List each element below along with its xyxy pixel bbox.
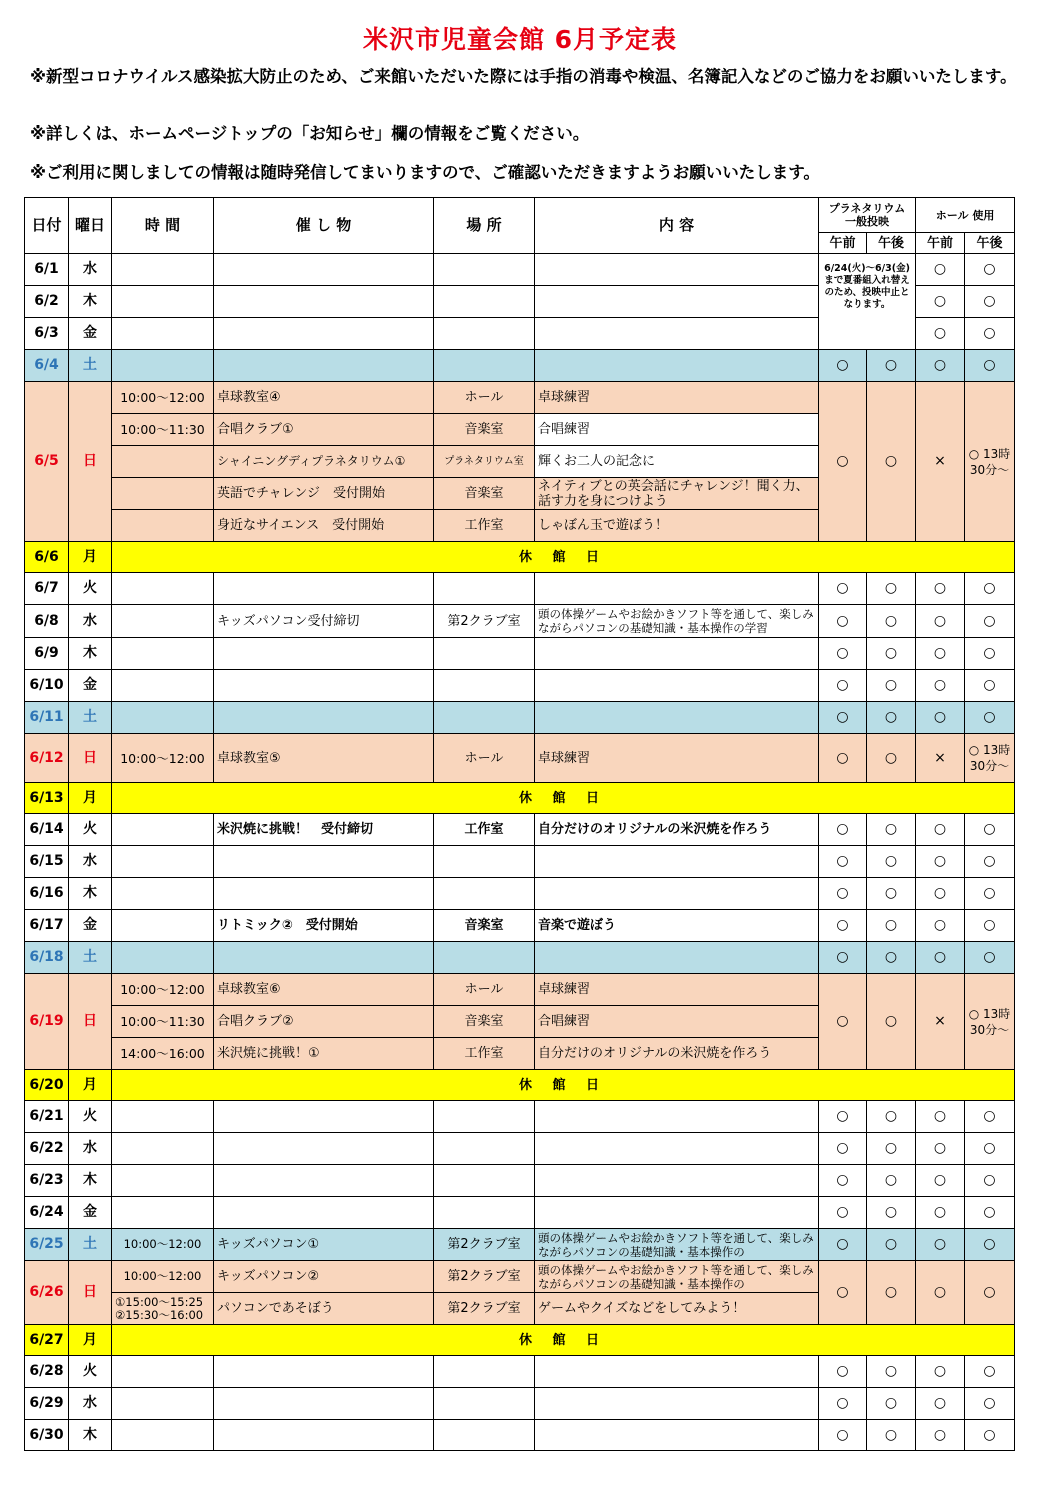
planetarium-am-mark: ○ [819, 670, 867, 702]
hall-am-mark: × [916, 734, 965, 783]
planetarium-am-mark: ○ [819, 382, 867, 542]
event-name: キッズパソコン② [214, 1261, 434, 1293]
row-day: 日 [69, 382, 112, 542]
planetarium-am-mark: ○ [819, 638, 867, 670]
row-day: 水 [69, 1133, 112, 1165]
planetarium-pm-mark: ○ [867, 350, 916, 382]
event-place: 音楽室 [434, 414, 535, 446]
row-date: 6/8 [25, 605, 69, 638]
row-date: 6/13 [25, 783, 69, 814]
event-place: 音楽室 [434, 478, 535, 510]
row-day: 金 [69, 1197, 112, 1229]
table-row [25, 1197, 1015, 1229]
event-time [112, 478, 214, 510]
hall-pm-mark: ○ 13時30分～ [965, 974, 1015, 1070]
table-row [25, 1261, 1015, 1293]
planetarium-am-mark: ○ [819, 1101, 867, 1133]
event-place: プラネタリウム室 [434, 446, 535, 478]
planetarium-pm-mark: ○ [867, 573, 916, 605]
planetarium-am-mark: ○ [819, 878, 867, 910]
table-row [25, 573, 1015, 605]
hall-am-mark: ○ [916, 1261, 965, 1325]
hall-am-mark: ○ [916, 1356, 965, 1388]
planetarium-pm-mark: ○ [867, 382, 916, 542]
row-date: 6/4 [25, 350, 69, 382]
table-row [25, 605, 1015, 638]
event-place: ホール [434, 974, 535, 1006]
planetarium-am-mark: ○ [819, 1356, 867, 1388]
hall-pm-mark: ○ [965, 702, 1015, 734]
hall-am-mark: × [916, 974, 965, 1070]
hall-pm-mark: ○ [965, 1356, 1015, 1388]
row-date: 6/15 [25, 846, 69, 878]
event-place: ホール [434, 734, 535, 783]
row-date: 6/11 [25, 702, 69, 734]
row-date: 6/14 [25, 814, 69, 846]
row-date: 6/2 [25, 286, 69, 318]
hall-pm-mark: ○ [965, 846, 1015, 878]
event-name: 卓球教室⑤ [214, 734, 434, 783]
event-place: 第2クラブ室 [434, 605, 535, 638]
event-place: 第2クラブ室 [434, 1229, 535, 1261]
planetarium-am-mark: ○ [819, 573, 867, 605]
event-content: ゲームやクイズなどをしてみよう！ [535, 1293, 819, 1325]
hall-am-mark: ○ [916, 1101, 965, 1133]
row-day: 日 [69, 974, 112, 1070]
planetarium-pm-mark: ○ [867, 1229, 916, 1261]
row-date: 6/29 [25, 1388, 69, 1420]
row-day: 金 [69, 670, 112, 702]
row-day: 月 [69, 542, 112, 573]
planetarium-am-mark: ○ [819, 1133, 867, 1165]
row-day: 金 [69, 318, 112, 350]
page-title: 米沢市児童会館 6月予定表 [362, 25, 678, 54]
closed-day-label: 休 館 日 [112, 1325, 1015, 1356]
hall-am-mark: ○ [916, 878, 965, 910]
header-planetarium-am: 午前 [819, 233, 867, 254]
header-place: 場 所 [434, 198, 535, 254]
planetarium-pm-mark: ○ [867, 670, 916, 702]
event-time [112, 446, 214, 478]
event-name: 合唱クラブ② [214, 1006, 434, 1038]
hall-am-mark: ○ [916, 318, 965, 350]
event-content: しゃぼん玉で遊ぼう！ [535, 510, 819, 542]
table-row [25, 702, 1015, 734]
notice-covid: ※新型コロナウイルス感染拡大防止のため、ご来館いただいた際には手指の消毒や検温、名簿記入などのご協力をお願いいたします。 [30, 67, 1017, 86]
row-day: 木 [69, 878, 112, 910]
planetarium-pm-mark: ○ [867, 702, 916, 734]
event-name: 米沢焼に挑戦！ 受付締切 [214, 814, 434, 846]
planetarium-suspension-note: 6/24(火)～6/3(金)まで夏番組入れ替えのため、投映中止となります。 [819, 254, 916, 350]
planetarium-pm-mark: ○ [867, 1356, 916, 1388]
row-date: 6/9 [25, 638, 69, 670]
event-content: 卓球練習 [535, 974, 819, 1006]
event-time: 10:00～12:00 [112, 1261, 214, 1293]
hall-pm-mark: ○ [965, 910, 1015, 942]
row-day: 土 [69, 702, 112, 734]
row-day: 金 [69, 910, 112, 942]
planetarium-pm-mark: ○ [867, 734, 916, 783]
row-day: 土 [69, 350, 112, 382]
planetarium-pm-mark: ○ [867, 942, 916, 974]
row-day: 日 [69, 1261, 112, 1325]
planetarium-pm-mark: ○ [867, 1420, 916, 1451]
event-time-slot-2: ②15:30～16:00 [115, 1307, 204, 1322]
event-content: 自分だけのオリジナルの米沢焼を作ろう [535, 1038, 819, 1070]
row-date: 6/30 [25, 1420, 69, 1451]
event-content: 頭の体操ゲームやお絵かきソフト等を通して、楽しみながらパソコンの基礎知識・基本操作の [535, 1229, 819, 1261]
hall-pm-mark: ○ [965, 1388, 1015, 1420]
row-day: 火 [69, 573, 112, 605]
hall-pm-mark: ○ [965, 286, 1015, 318]
table-row [25, 910, 1015, 942]
event-place: ホール [434, 382, 535, 414]
closed-day-label: 休 館 日 [112, 783, 1015, 814]
event-time [112, 1293, 214, 1325]
row-date: 6/6 [25, 542, 69, 573]
hall-pm-mark: ○ [965, 573, 1015, 605]
hall-am-mark: ○ [916, 638, 965, 670]
row-date: 6/18 [25, 942, 69, 974]
row-date: 6/5 [25, 382, 69, 542]
hall-am-mark: ○ [916, 1229, 965, 1261]
closed-day-label: 休 館 日 [112, 1070, 1015, 1101]
table-row [25, 1356, 1015, 1388]
planetarium-am-mark: ○ [819, 734, 867, 783]
planetarium-pm-mark: ○ [867, 1197, 916, 1229]
hall-pm-mark: ○ [965, 254, 1015, 286]
hall-pm-mark: ○ [965, 605, 1015, 638]
table-row [25, 734, 1015, 783]
header-date: 日付 [25, 198, 69, 254]
hall-am-mark: ○ [916, 1388, 965, 1420]
planetarium-am-mark: ○ [819, 350, 867, 382]
hall-am-mark: ○ [916, 1420, 965, 1451]
row-date: 6/22 [25, 1133, 69, 1165]
event-name: リトミック② 受付開始 [214, 910, 434, 942]
planetarium-am-mark: ○ [819, 605, 867, 638]
row-date: 6/23 [25, 1165, 69, 1197]
header-planetarium: プラネタリウム 一般投映 [819, 198, 916, 233]
row-date: 6/16 [25, 878, 69, 910]
schedule-table [24, 197, 1015, 1451]
row-day: 水 [69, 846, 112, 878]
table-row [25, 974, 1015, 1006]
row-day: 火 [69, 1356, 112, 1388]
hall-pm-mark: ○ [965, 878, 1015, 910]
table-row-closed [25, 1070, 1015, 1101]
table-row-closed [25, 783, 1015, 814]
event-place: 工作室 [434, 814, 535, 846]
event-name: 卓球教室④ [214, 382, 434, 414]
event-name: パソコンであそぼう [214, 1293, 434, 1325]
event-name: 米沢焼に挑戦！① [214, 1038, 434, 1070]
hall-am-mark: ○ [916, 670, 965, 702]
hall-pm-mark: ○ [965, 942, 1015, 974]
hall-am-mark: ○ [916, 1165, 965, 1197]
event-name: 合唱クラブ① [214, 414, 434, 446]
row-date: 6/3 [25, 318, 69, 350]
hall-am-mark: ○ [916, 254, 965, 286]
row-date: 6/26 [25, 1261, 69, 1325]
row-day: 水 [69, 605, 112, 638]
hall-am-mark: ○ [916, 286, 965, 318]
hall-am-mark: ○ [916, 910, 965, 942]
row-date: 6/25 [25, 1229, 69, 1261]
table-row [25, 1101, 1015, 1133]
header-time: 時 間 [112, 198, 214, 254]
planetarium-am-mark: ○ [819, 910, 867, 942]
row-date: 6/19 [25, 974, 69, 1070]
event-time-slot-1: ①15:00～15:25 [115, 1294, 204, 1309]
event-content: 卓球練習 [535, 734, 819, 783]
event-content: 合唱練習 [535, 414, 819, 446]
hall-pm-mark: ○ [965, 1229, 1015, 1261]
row-date: 6/7 [25, 573, 69, 605]
planetarium-pm-mark: ○ [867, 1101, 916, 1133]
planetarium-pm-mark: ○ [867, 974, 916, 1070]
event-name: 身近なサイエンス 受付開始 [214, 510, 434, 542]
table-row [25, 254, 1015, 286]
row-day: 月 [69, 1070, 112, 1101]
hall-pm-mark: ○ [965, 350, 1015, 382]
notice-updates: ※ご利用に関しましての情報は随時発信してまいりますので、ご確認いただきますようお願いいたします。 [30, 163, 820, 182]
planetarium-am-mark: ○ [819, 1229, 867, 1261]
table-row [25, 1229, 1015, 1261]
planetarium-pm-mark: ○ [867, 1388, 916, 1420]
hall-am-mark: ○ [916, 350, 965, 382]
event-time: 10:00～11:30 [112, 414, 214, 446]
hall-pm-mark: ○ 13時30分～ [965, 382, 1015, 542]
planetarium-pm-mark: ○ [867, 638, 916, 670]
event-time: 10:00～12:00 [112, 1229, 214, 1261]
planetarium-pm-mark: ○ [867, 1165, 916, 1197]
planetarium-am-mark: ○ [819, 1420, 867, 1451]
hall-pm-mark: ○ [965, 1197, 1015, 1229]
row-day: 日 [69, 734, 112, 783]
row-day: 火 [69, 1101, 112, 1133]
hall-am-mark: ○ [916, 573, 965, 605]
row-date: 6/12 [25, 734, 69, 783]
hall-am-mark: ○ [916, 1133, 965, 1165]
row-day: 水 [69, 1388, 112, 1420]
event-content: 頭の体操ゲームやお絵かきソフト等を通して、楽しみながらパソコンの基礎知識・基本操作の学習 [535, 605, 819, 638]
hall-pm-mark: ○ [965, 1133, 1015, 1165]
event-name: キッズパソコン受付締切 [214, 605, 434, 638]
event-time: 10:00～12:00 [112, 382, 214, 414]
event-place: 第2クラブ室 [434, 1261, 535, 1293]
table-row [25, 878, 1015, 910]
row-date: 6/10 [25, 670, 69, 702]
hall-pm-mark: ○ [965, 318, 1015, 350]
table-row [25, 1420, 1015, 1451]
table-row [25, 846, 1015, 878]
event-place: 工作室 [434, 510, 535, 542]
row-day: 木 [69, 1165, 112, 1197]
hall-pm-mark: ○ [965, 1420, 1015, 1451]
planetarium-am-mark: ○ [819, 1197, 867, 1229]
event-content: 頭の体操ゲームやお絵かきソフト等を通して、楽しみながらパソコンの基礎知識・基本操作の [535, 1261, 819, 1293]
event-content: 輝くお二人の記念に [535, 446, 819, 478]
event-content: 合唱練習 [535, 1006, 819, 1038]
planetarium-am-mark: ○ [819, 846, 867, 878]
header-day: 曜日 [69, 198, 112, 254]
header-hall: ホール 使用 [916, 198, 1015, 233]
planetarium-pm-mark: ○ [867, 605, 916, 638]
planetarium-am-mark: ○ [819, 1388, 867, 1420]
table-row [25, 1133, 1015, 1165]
row-day: 木 [69, 286, 112, 318]
planetarium-am-mark: ○ [819, 814, 867, 846]
hall-am-mark: ○ [916, 942, 965, 974]
closed-day-label: 休 館 日 [112, 542, 1015, 573]
event-name: 卓球教室⑥ [214, 974, 434, 1006]
planetarium-pm-mark: ○ [867, 878, 916, 910]
row-date: 6/24 [25, 1197, 69, 1229]
planetarium-pm-mark: ○ [867, 846, 916, 878]
row-day: 土 [69, 1229, 112, 1261]
planetarium-pm-mark: ○ [867, 814, 916, 846]
row-date: 6/27 [25, 1325, 69, 1356]
row-date: 6/28 [25, 1356, 69, 1388]
planetarium-pm-mark: ○ [867, 1261, 916, 1325]
event-name: キッズパソコン① [214, 1229, 434, 1261]
table-row [25, 942, 1015, 974]
table-row [25, 1388, 1015, 1420]
row-date: 6/17 [25, 910, 69, 942]
hall-pm-mark: ○ [965, 1101, 1015, 1133]
hall-pm-mark: ○ [965, 1165, 1015, 1197]
event-time: 10:00～12:00 [112, 734, 214, 783]
hall-am-mark: ○ [916, 605, 965, 638]
planetarium-am-mark: ○ [819, 1165, 867, 1197]
table-row-closed [25, 542, 1015, 573]
hall-am-mark: ○ [916, 702, 965, 734]
header-hall-pm: 午後 [965, 233, 1015, 254]
hall-pm-mark: ○ [965, 814, 1015, 846]
event-content: 自分だけのオリジナルの米沢焼を作ろう [535, 814, 819, 846]
row-day: 水 [69, 254, 112, 286]
event-place: 第2クラブ室 [434, 1293, 535, 1325]
planetarium-am-mark: ○ [819, 974, 867, 1070]
event-content: 卓球練習 [535, 382, 819, 414]
event-place: 工作室 [434, 1038, 535, 1070]
planetarium-am-mark: ○ [819, 702, 867, 734]
header-event: 催 し 物 [214, 198, 434, 254]
row-day: 月 [69, 1325, 112, 1356]
table-row-closed [25, 1325, 1015, 1356]
header-planetarium-pm: 午後 [867, 233, 916, 254]
row-day: 月 [69, 783, 112, 814]
hall-pm-mark: ○ [965, 638, 1015, 670]
table-row [25, 382, 1015, 414]
row-day: 木 [69, 638, 112, 670]
notice-homepage: ※詳しくは、ホームページトップの「お知らせ」欄の情報をご覧ください。 [30, 124, 590, 143]
table-row [25, 638, 1015, 670]
table-row [25, 814, 1015, 846]
planetarium-pm-mark: ○ [867, 910, 916, 942]
table-row [25, 350, 1015, 382]
hall-pm-mark: ○ 13時30分～ [965, 734, 1015, 783]
planetarium-am-mark: ○ [819, 1261, 867, 1325]
planetarium-am-mark: ○ [819, 942, 867, 974]
row-date: 6/20 [25, 1070, 69, 1101]
event-name: 英語でチャレンジ 受付開始 [214, 478, 434, 510]
event-time: 14:00～16:00 [112, 1038, 214, 1070]
table-row [25, 670, 1015, 702]
header-hall-am: 午前 [916, 233, 965, 254]
row-date: 6/1 [25, 254, 69, 286]
row-day: 木 [69, 1420, 112, 1451]
table-row [25, 1165, 1015, 1197]
hall-am-mark: ○ [916, 846, 965, 878]
event-time [112, 510, 214, 542]
event-time: 10:00～11:30 [112, 1006, 214, 1038]
hall-pm-mark: ○ [965, 1261, 1015, 1325]
event-content: 音楽で遊ぼう [535, 910, 819, 942]
hall-am-mark: ○ [916, 814, 965, 846]
event-place: 音楽室 [434, 910, 535, 942]
event-time: 10:00～12:00 [112, 974, 214, 1006]
hall-am-mark: ○ [916, 1197, 965, 1229]
row-day: 火 [69, 814, 112, 846]
hall-am-mark: × [916, 382, 965, 542]
event-name: シャイニングディプラネタリウム① [214, 446, 434, 478]
row-day: 土 [69, 942, 112, 974]
event-place: 音楽室 [434, 1006, 535, 1038]
hall-pm-mark: ○ [965, 670, 1015, 702]
header-content: 内 容 [535, 198, 819, 254]
planetarium-pm-mark: ○ [867, 1133, 916, 1165]
event-content: ネイティブとの英会話にチャレンジ！聞く力、話す力を身につけよう [535, 478, 819, 510]
row-date: 6/21 [25, 1101, 69, 1133]
